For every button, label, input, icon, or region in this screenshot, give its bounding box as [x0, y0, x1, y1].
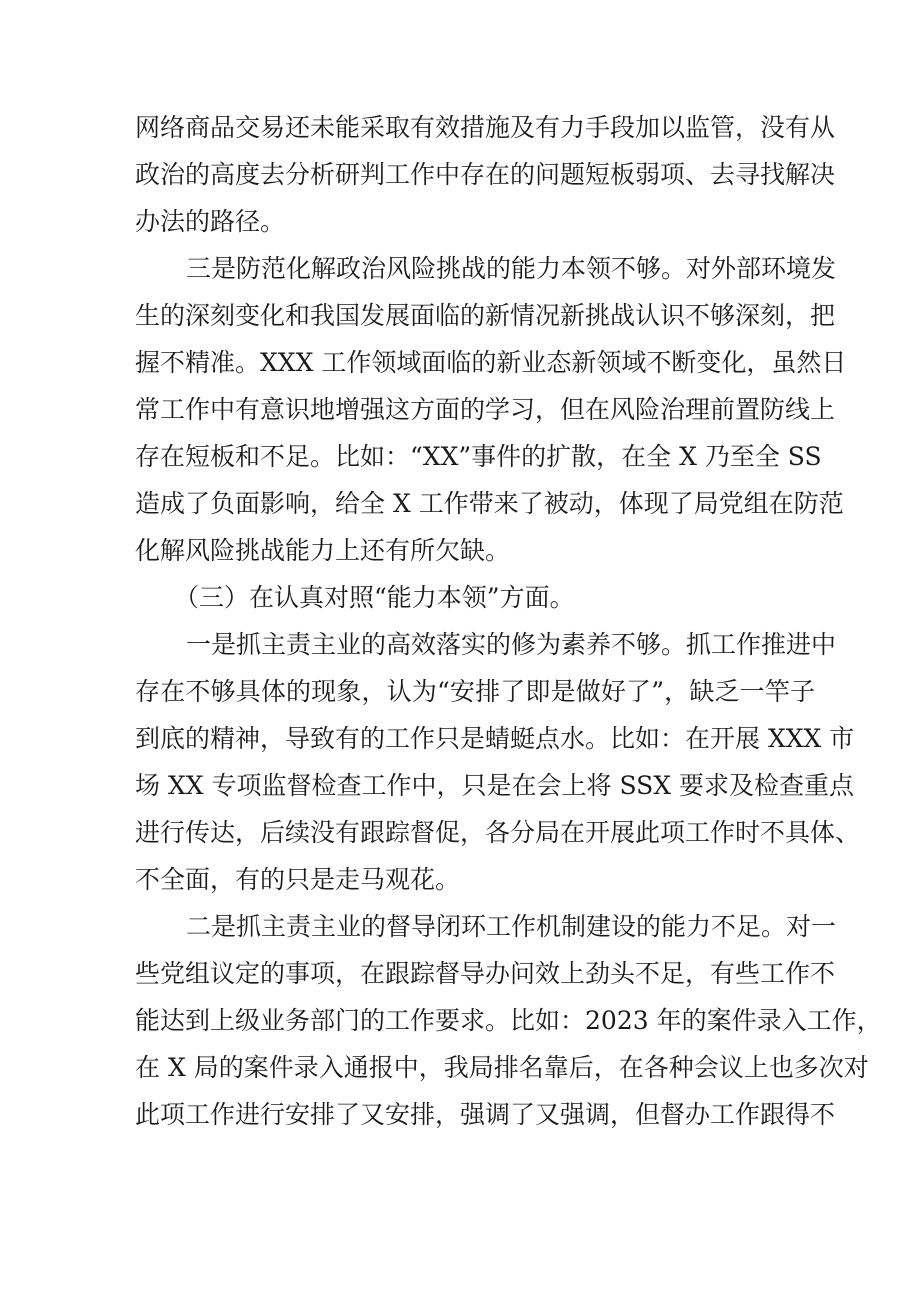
text-line: 一是抓主责主业的高效落实的修为素养不够。抓工作推进中	[186, 630, 837, 659]
text-line: 办法的路径。	[135, 207, 286, 236]
text-line: 存在不够具体的现象，认为“安排了即是做好了”，缺乏一竿子	[135, 677, 815, 706]
text-line: 化解风险挑战能力上还有所欠缺。	[135, 536, 511, 565]
text-line: 进行传达，后续没有跟踪督促，各分局在开展此项工作时不具体、	[135, 818, 861, 847]
text-line: 常工作中有意识地增强这方面的学习，但在风险治理前置防线上	[135, 395, 836, 424]
text-line: 造成了负面影响，给全 X 工作带来了被动，体现了局党组在防范	[135, 489, 844, 518]
text-line: 不全面，有的只是走马观花。	[135, 865, 461, 894]
text-line: 存在短板和不足。比如：“XX”事件的扩散，在全 X 乃至全 SS	[135, 442, 822, 471]
text-line: 网络商品交易还未能采取有效措施及有力手段加以监管，没有从	[135, 113, 836, 142]
text-line: 政治的高度去分析研判工作中存在的问题短板弱项、去寻找解决	[135, 160, 836, 189]
text-line: 在 X 局的案件录入通报中，我局排名靠后，在各种会议上也多次对	[135, 1053, 869, 1082]
text-line: 三是防范化解政治风险挑战的能力本领不够。对外部环境发	[186, 254, 837, 283]
section-heading: （三）在认真对照“能力本领”方面。	[174, 583, 575, 612]
text-line: 握不精准。XXX 工作领域面临的新业态新领域不断变化，虽然日	[135, 348, 847, 377]
text-line: 此项工作进行安排了又安排，强调了又强调，但督办工作跟得不	[135, 1100, 836, 1129]
text-line: 二是抓主责主业的督导闭环工作机制建设的能力不足。对一	[186, 912, 837, 941]
text-line: 些党组议定的事项，在跟踪督导办问效上劲头不足，有些工作不	[135, 959, 836, 988]
text-line: 能达到上级业务部门的工作要求。比如：2023 年的案件录入工作，	[135, 1006, 882, 1035]
text-line: 场 XX 专项监督检查工作中，只是在会上将 SSX 要求及检查重点	[135, 771, 854, 800]
text-line: 到底的精神，导致有的工作只是蜻蜓点水。比如：在开展 XXX 市	[135, 724, 855, 753]
text-line: 生的深刻变化和我国发展面临的新情况新挑战认识不够深刻，把	[135, 301, 836, 330]
